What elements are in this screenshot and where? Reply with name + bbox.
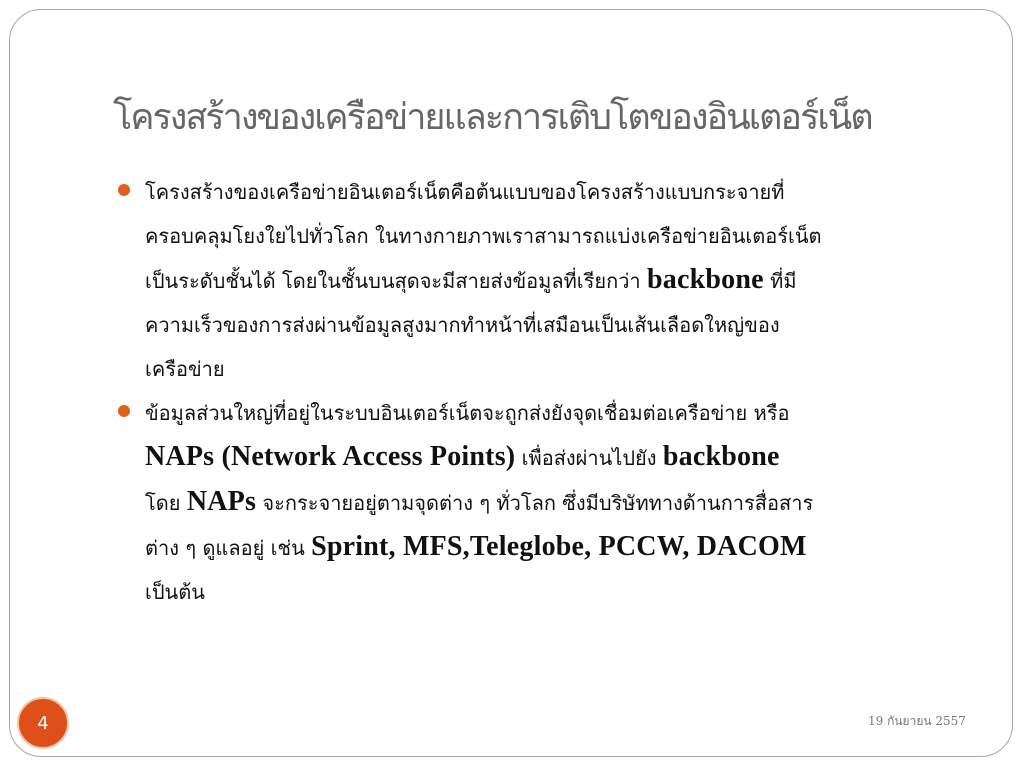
bullet-line: เป็นต้น — [145, 580, 205, 604]
slide — [9, 9, 1013, 757]
bullet-line: ความเร็วของการส่งผ่านข้อมูลสูงมากทำหน้าที่เสมือนเป็นเส้นเลือดใหญ่ของ — [145, 313, 780, 337]
term-providers: Sprint, MFS,Teleglobe, PCCW, DACOM — [311, 531, 807, 562]
bullet-item-naps — [118, 391, 978, 614]
slide-content — [118, 170, 978, 614]
text-run: เพื่อส่งผ่านไปยัง — [515, 446, 663, 470]
slide-title: โครงสร้างของเครือข่ายและการเติบโตของอินเตอร์เน็ต — [113, 97, 872, 138]
term-naps-full: NAPs (Network Access Points) — [145, 441, 516, 472]
bullet-line: เครือข่าย — [145, 357, 225, 381]
bullet-line: โครงสร้างของเครือข่ายอินเตอร์เน็ตคือต้นแบบของโครงสร้างแบบกระจายที่ — [145, 180, 785, 204]
bullet-line — [145, 435, 978, 480]
text-run: ต่าง ๆ ดูแลอยู่ เช่น — [145, 536, 312, 560]
bullet-line — [145, 258, 978, 303]
text-run: โดย — [145, 491, 187, 515]
bullet-line: ข้อมูลส่วนใหญ่ที่อยู่ในระบบอินเตอร์เน็ตจะถูกส่งยังจุดเชื่อมต่อเครือข่าย หรือ — [145, 401, 790, 425]
bullet-line — [145, 525, 978, 570]
bullet-line: ครอบคลุมโยงใยไปทั่วโลก ในทางกายภาพเราสามารถแบ่งเครือข่ายอินเตอร์เน็ต — [145, 224, 822, 248]
term-naps: NAPs — [186, 486, 257, 517]
text-run: จะกระจายอยู่ตามจุดต่าง ๆ ทั่วโลก ซึ่งมีบริษัททางด้านการสื่อสาร — [256, 491, 814, 515]
text-run: เป็นระดับชั้นได้ โดยในชั้นบนสุดจะมีสายส่งข้อมูลที่เรียกว่า — [145, 269, 648, 293]
term-backbone: backbone — [662, 441, 780, 472]
bullet-dot-icon — [118, 405, 130, 417]
page-number-badge: 4 — [17, 697, 69, 749]
bullet-line — [145, 480, 978, 525]
term-backbone: backbone — [647, 264, 764, 295]
bullet-item-backbone — [118, 170, 978, 391]
slide-date: 19 กันยายน 2557 — [868, 714, 966, 728]
bullet-dot-icon — [118, 184, 130, 196]
text-run: ที่มี — [763, 269, 797, 293]
